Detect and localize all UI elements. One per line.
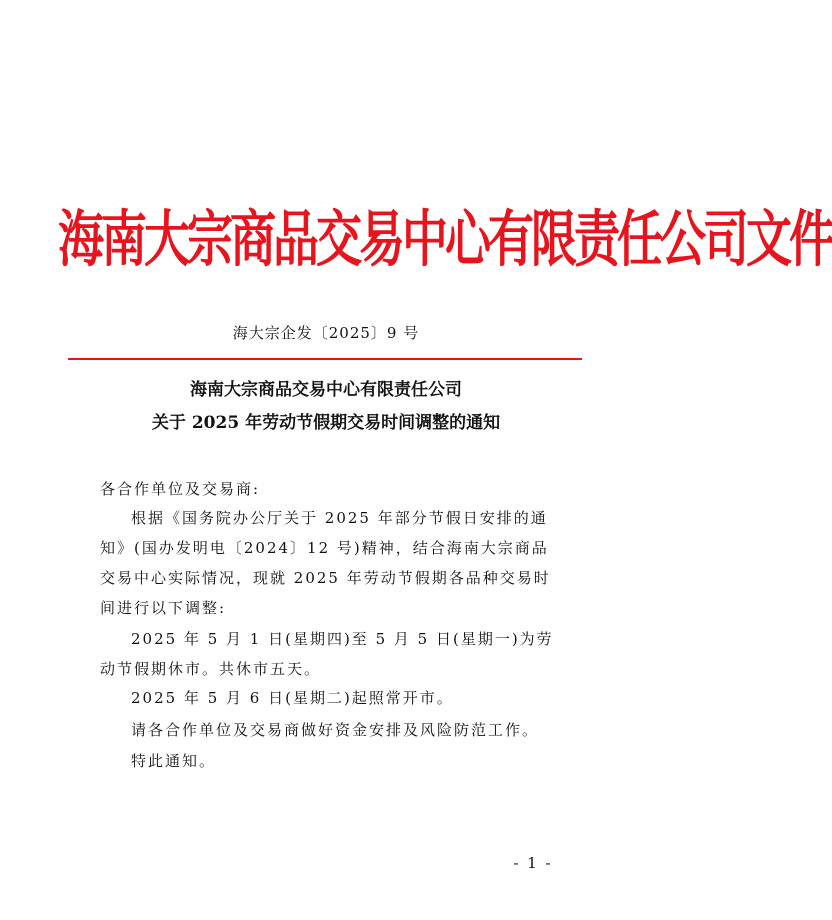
paragraph-2-line-2: 动节假期休市。共休市五天。 — [100, 660, 322, 678]
red-divider-line — [68, 358, 582, 360]
salutation: 各合作单位及交易商: — [100, 480, 261, 498]
paragraph-1-line-4: 间进行以下调整: — [100, 599, 227, 617]
notice-title-line-1: 海南大宗商品交易中心有限责任公司 — [190, 380, 462, 400]
paragraph-1-line-2: 知》(国办发明电〔2024〕12 号)精神，结合海南大宗商品 — [100, 539, 549, 557]
paragraph-1-line-3: 交易中心实际情况，现就 2025 年劳动节假期各品种交易时 — [100, 569, 551, 587]
paragraph-2-line-1: 2025 年 5 月 1 日(星期四)至 5 月 5 日(星期一)为劳 — [131, 630, 554, 648]
paragraph-1-line-1: 根据《国务院办公厅关于 2025 年部分节假日安排的通 — [131, 509, 548, 527]
notice-title-line-2: 关于 2025 年劳动节假期交易时间调整的通知 — [151, 413, 501, 433]
document-number: 海大宗企发〔2025〕9 号 — [232, 324, 420, 342]
paragraph-3: 2025 年 5 月 6 日(星期二)起照常开市。 — [131, 689, 454, 707]
closing-line: 特此通知。 — [131, 752, 217, 770]
page-number: - 1 - — [513, 854, 553, 872]
paragraph-4: 请各合作单位及交易商做好资金安排及风险防范工作。 — [131, 721, 540, 739]
issuer-header-title: 海南大宗商品交易中心有限责任公司文件 — [58, 203, 832, 275]
